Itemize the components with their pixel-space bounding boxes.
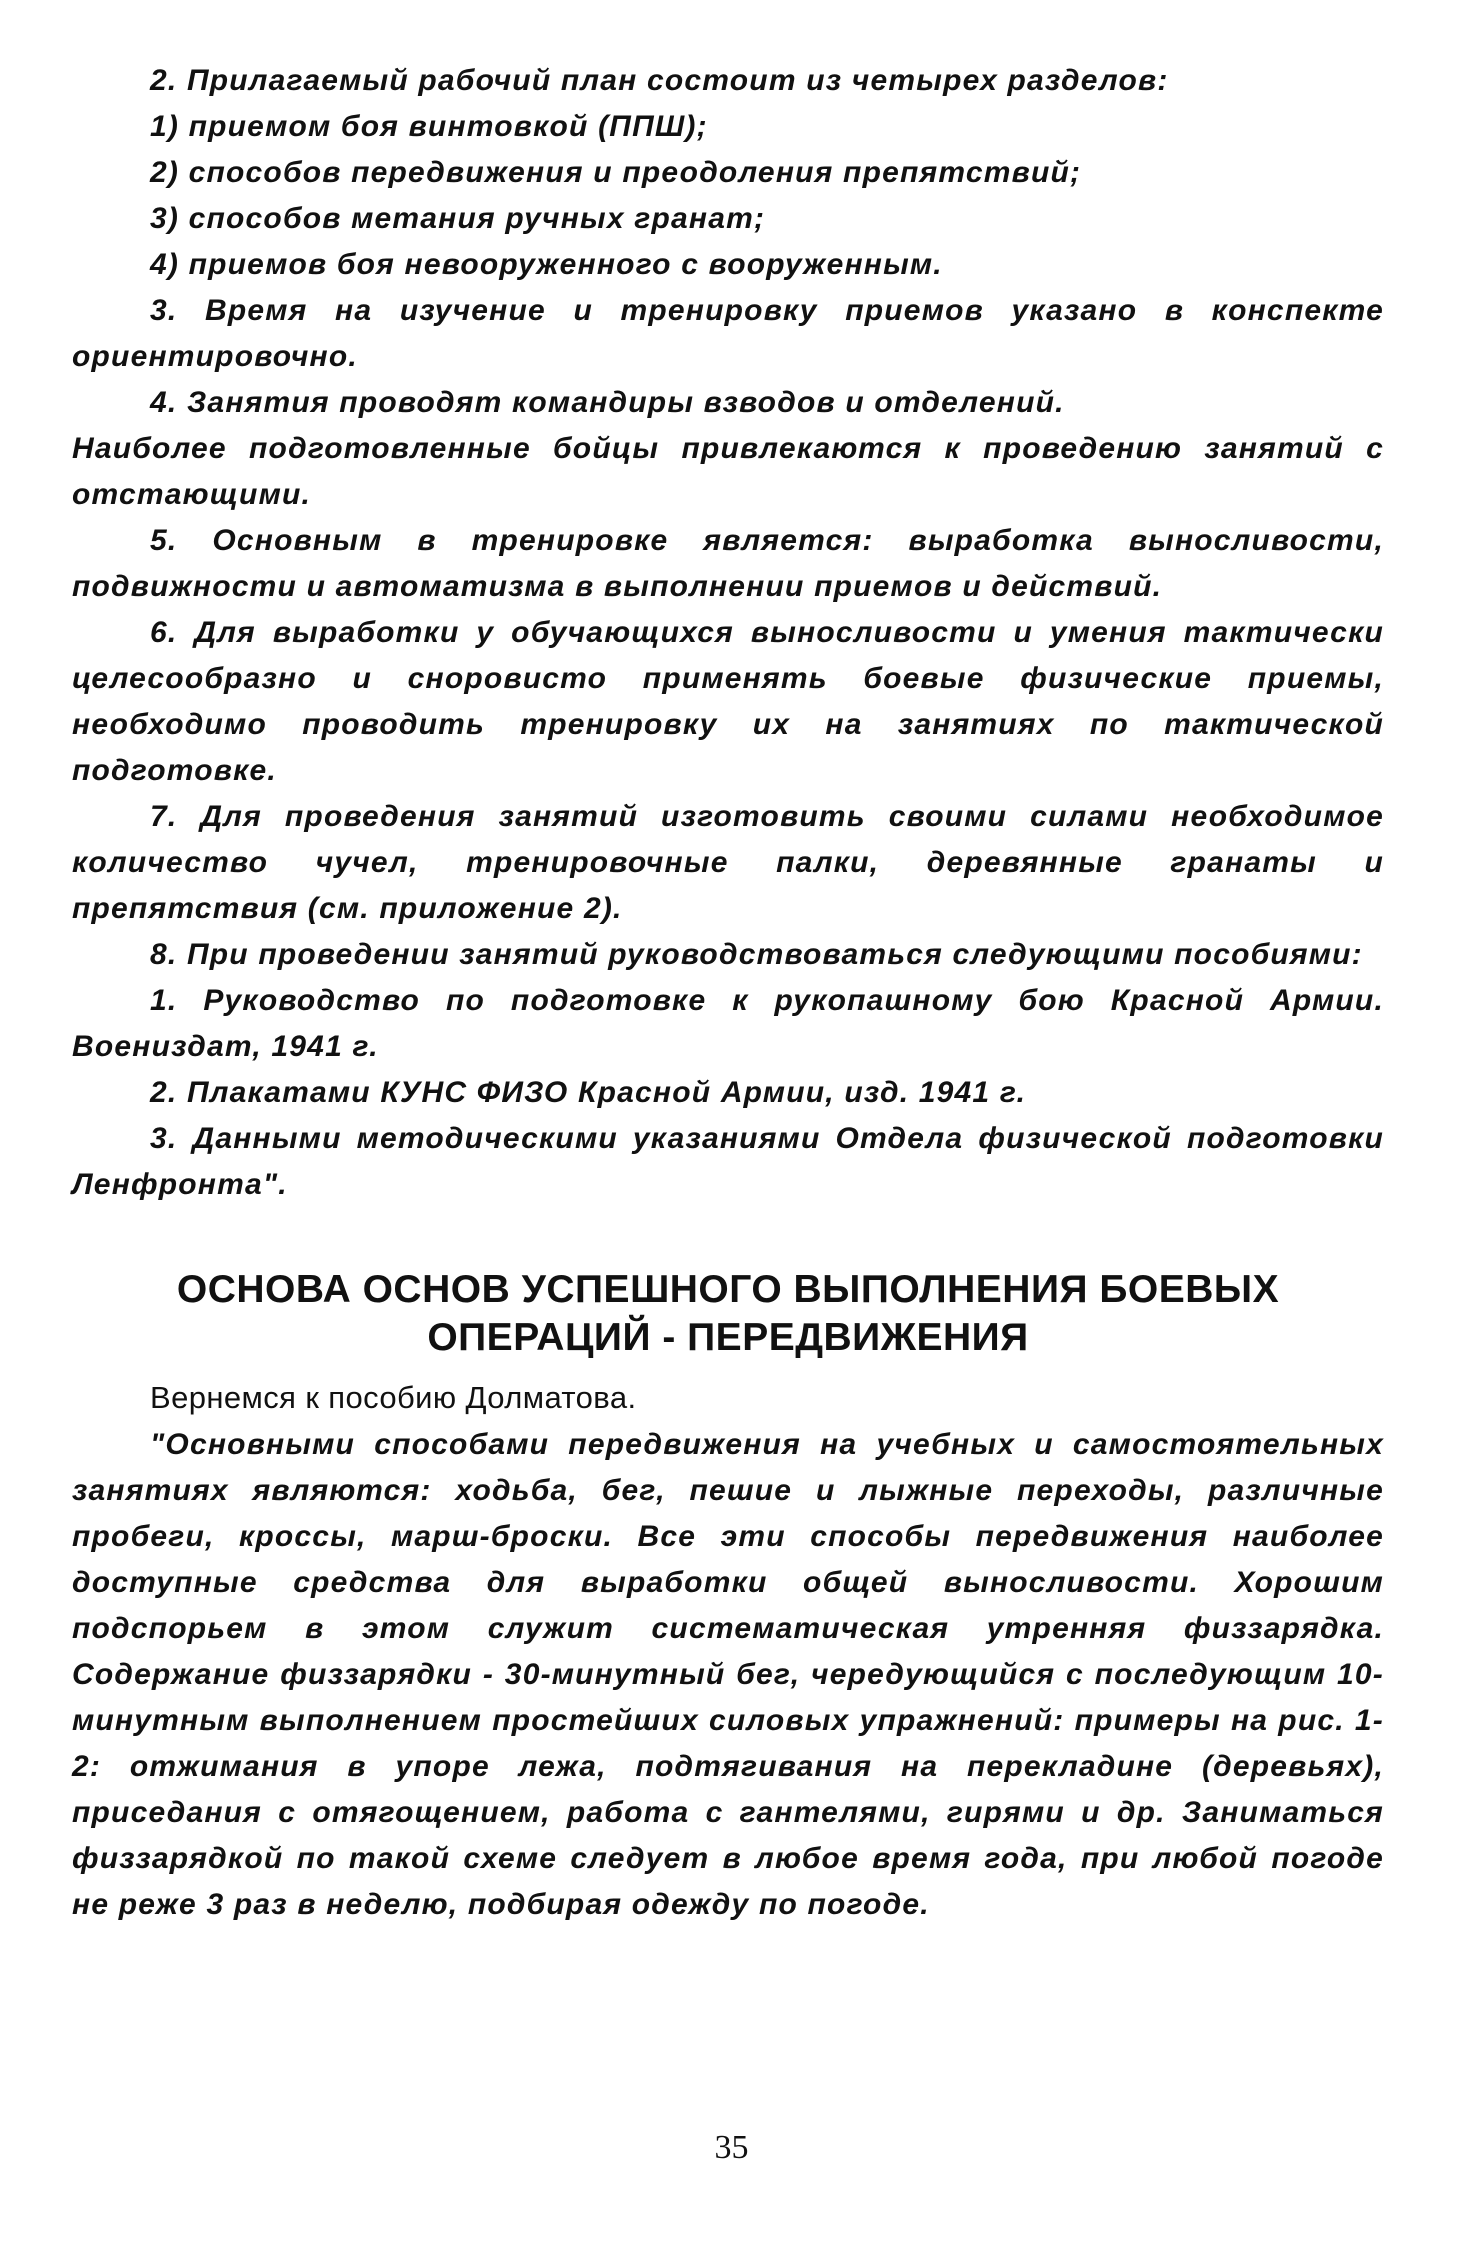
paragraph-main-training: 5. Основным в тренировке является: выработка выносливости, подвижности и автоматизма в выполнении приемов и действий. [72,524,1384,603]
page-number: 35 [714,2129,749,2166]
section-quote: "Основными способами передвижения на учебных и самостоятельных занятиях являются: ходьба, бег, пешие и лыжные переходы, различные пробеги, кроссы, марш-броски. Все эти способы передвижения наиболее доступные средства для выработки общей выносливости. Хорошим подспорьем в этом служит систематическая утренняя физзарядка. Содержание физзарядки - 30-минутный бег, чередующийся с последующим 10-минутным выполнением простейших силовых упражнений: примеры на рис. 1-2: отжимания в упоре лежа, подтягивания на перекладине (деревьях), приседания с отягощением, работа с гантелями, гирями и др. Заниматься физзарядкой по такой схеме следует в любое время года, при любой погоде не реже 3 раз в неделю, подбирая одежду по погоде. [72,1428,1384,1921]
paragraph-endurance: 6. Для выработки у обучающихся выносливости и умения тактически целесообразно и сноровисто применять боевые физические приемы, необходимо проводить тренировку их на занятиях по тактической подготовке. [72,616,1384,787]
paragraph-commanders: 4. Занятия проводят командиры взводов и отделений. [150,386,1065,419]
paragraph-time: 3. Время на изучение и тренировку приемов указано в конспекте ориентировочно. [72,294,1384,373]
paragraph-plan-intro: 2. Прилагаемый рабочий план состоит из четырех разделов: [150,64,1169,97]
section-heading-line-1: ОСНОВА ОСНОВ УСПЕШНОГО ВЫПОЛНЕНИЯ БОЕВЫХ [176,1268,1280,1311]
paragraph-equipment: 7. Для проведения занятий изготовить своими силами необходимое количество чучел, тренировочные палки, деревянные гранаты и препятствия (см. приложение 2). [72,800,1384,925]
paragraph-manuals: 8. При проведении занятий руководствоваться следующими пособиями: [150,938,1363,971]
section-heading [72,1266,1384,1362]
plan-item-4: 4) приемов боя невооруженного с вооруженным. [150,248,943,281]
section-heading-line-2: ОПЕРАЦИЙ - ПЕРЕДВИЖЕНИЯ [427,1316,1029,1359]
section-intro: Вернемся к пособию Долматова. [150,1380,637,1415]
manual-item-1: 1. Руководство по подготовке к рукопашному бою Красной Армии. Воениздат, 1941 г. [72,984,1384,1063]
manual-item-3: 3. Данными методическими указаниями Отдела физической подготовки Ленфронта". [72,1122,1384,1201]
plan-item-1: 1) приемом боя винтовкой (ППШ); [150,110,708,143]
plan-item-2: 2) способов передвижения и преодоления препятствий; [150,156,1082,189]
manual-item-2: 2. Плакатами КУНС ФИЗО Красной Армии, изд. 1941 г. [150,1076,1027,1109]
page-text-block [72,58,1384,1928]
plan-item-3: 3) способов метания ручных гранат; [150,202,766,235]
paragraph-trained-soldiers: Наиболее подготовленные бойцы привлекаются к проведению занятий с отстающими. [72,432,1384,511]
